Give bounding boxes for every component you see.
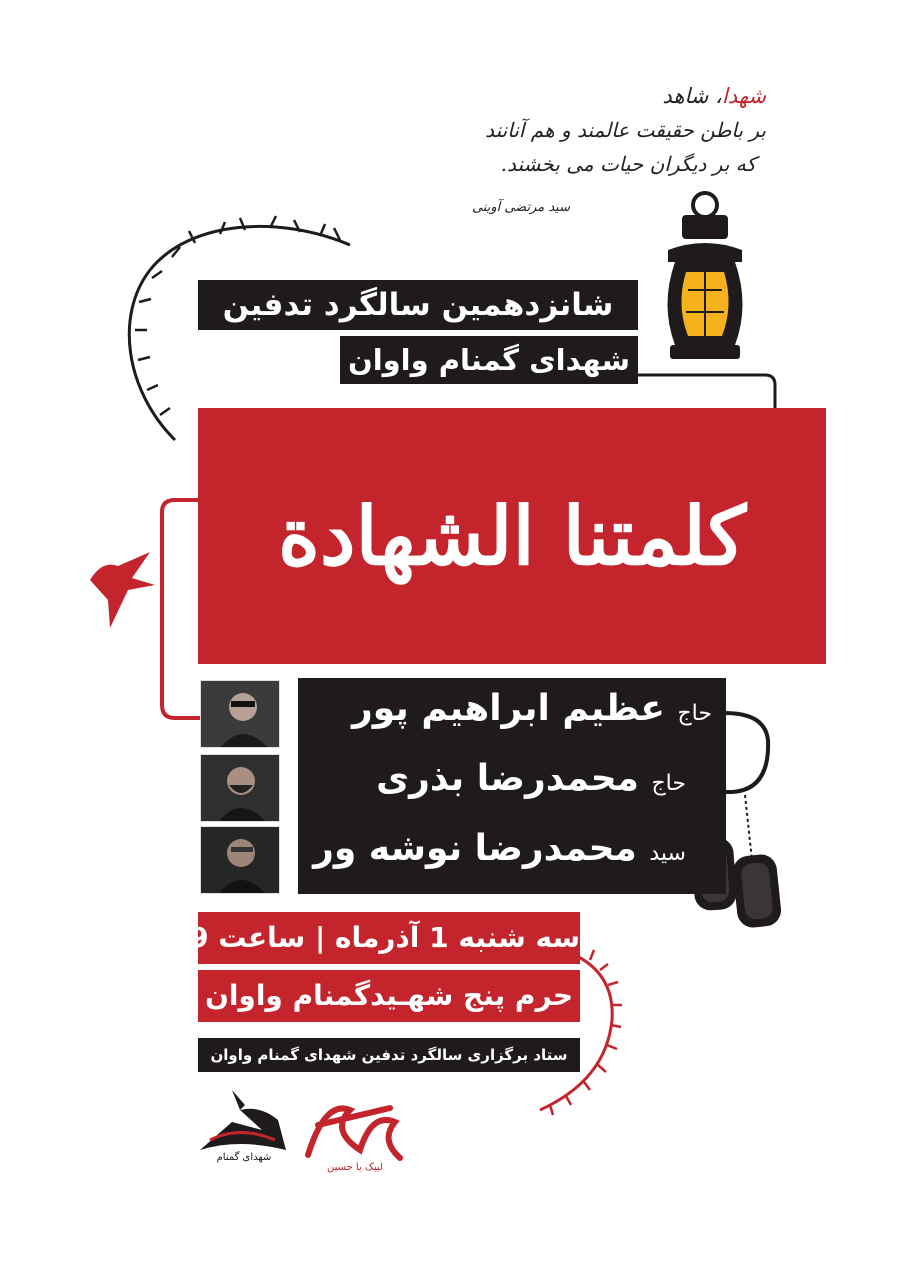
quote-signature: سید مرتضی آوینی — [471, 200, 570, 215]
avatar — [201, 827, 279, 893]
logo-right-icon — [308, 1108, 400, 1158]
event-date-time: سه شنبه 1 آذرماه | ساعت 19 — [198, 912, 580, 964]
speaker-row-1 — [352, 688, 712, 729]
organizer-bar: ستاد برگزاری سالگرد تدفین شهدای گمنام واوان — [198, 1038, 580, 1072]
speaker-photo-2 — [200, 754, 280, 822]
speaker-name: محمدرضا نوشه ور — [313, 828, 637, 869]
speaker-name: عظیم ابراهیم پور — [351, 688, 665, 729]
speaker-prefix: حاج — [677, 701, 712, 726]
speaker-row-2 — [376, 758, 686, 799]
avatar — [201, 681, 279, 747]
speaker-prefix: حاج — [651, 771, 686, 796]
title-banner — [198, 408, 826, 664]
speaker-photo-1 — [200, 680, 280, 748]
logo-left-icon — [200, 1090, 286, 1150]
speaker-prefix: سید — [649, 841, 686, 866]
speaker-row-3 — [313, 828, 686, 869]
quote-line-1-rest: ، شاهد — [662, 84, 722, 108]
speaker-photo-3 — [200, 826, 280, 894]
logo-left-text: شهدای گمنام — [216, 1152, 272, 1163]
speaker-name: محمدرضا بذری — [376, 758, 639, 799]
avatar — [201, 755, 279, 821]
speakers-box — [298, 678, 726, 894]
quote-highlight: شهدا — [721, 84, 766, 108]
quote-line-2: بر باطن حقیقت عالمند و هم آنانند — [485, 118, 766, 142]
bird-icon — [90, 552, 155, 628]
header-line-2: شهدای گمنام واوان — [340, 336, 638, 384]
event-location: حرم پنج شهـیدگمنام واوان — [198, 970, 580, 1022]
header-line-1: شانزدهمین سالگرد تدفین — [198, 280, 638, 330]
logo-right-text: لبیک یا حسین — [327, 1162, 383, 1173]
quote-line-1 — [590, 84, 766, 108]
banner-title: کلمتنا الشهادة — [277, 489, 747, 583]
lantern-icon — [668, 193, 743, 359]
quote-line-3: که بر دیگران حیات می بخشند. — [500, 152, 756, 176]
